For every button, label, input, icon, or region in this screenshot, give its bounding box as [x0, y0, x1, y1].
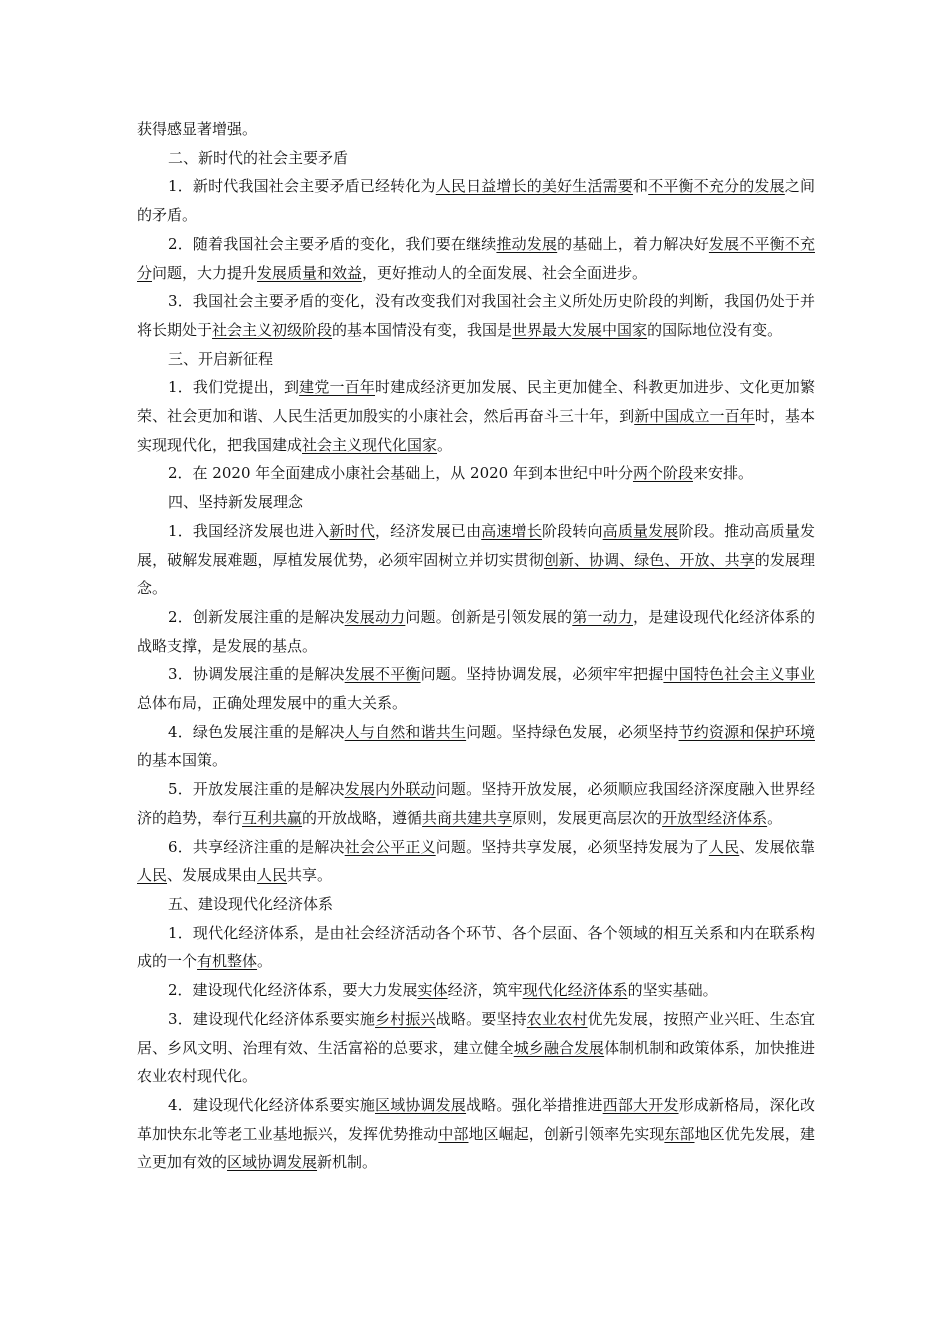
text-run: 原则，发展更高层次的 — [512, 808, 663, 827]
text-run: 。 — [257, 952, 273, 971]
numbered-paragraph — [137, 919, 815, 976]
underlined-key-term: 人民 — [257, 866, 288, 885]
text-run: 1．我国经济发展也进入 — [168, 521, 330, 540]
underlined-key-term: 发展质量和效益 — [257, 263, 363, 282]
text-run: 1．我们党提出，到 — [168, 378, 300, 397]
text-run: 二、新时代的社会主要矛盾 — [168, 148, 349, 167]
underlined-key-term: 节约资源和保护环境 — [678, 722, 815, 741]
text-run: 四、坚持新发展理念 — [168, 493, 304, 512]
text-run: 战略。强化举措推进 — [466, 1095, 603, 1114]
text-run: ，更好推动人的全面发展、社会全面进步。 — [362, 263, 648, 282]
underlined-key-term: 乡村振兴 — [375, 1009, 436, 1028]
underlined-key-term: 高速增长 — [481, 521, 542, 540]
numbered-paragraph — [137, 1005, 815, 1091]
text-run: 阶段转向 — [541, 521, 603, 540]
underlined-key-term: 创新、协调、绿色、开放、共享 — [543, 550, 755, 569]
numbered-paragraph — [137, 718, 815, 775]
underlined-key-term: 有机整体 — [197, 952, 258, 971]
section-heading — [137, 890, 815, 919]
text-run: 体制机制和政策体系，加快推进农业农村现代化。 — [137, 1038, 815, 1086]
text-run: 之间的矛盾。 — [137, 177, 815, 225]
text-run: 问题。坚持绿色发展，必须坚持 — [466, 722, 679, 741]
text-run: 的基础上，着力解决好 — [557, 234, 709, 253]
numbered-paragraph — [137, 517, 815, 603]
numbered-paragraph — [137, 775, 815, 832]
underlined-key-term: 区域协调发展 — [375, 1095, 467, 1114]
numbered-paragraph — [137, 230, 815, 287]
underlined-key-term: 农业农村 — [526, 1009, 588, 1028]
text-run: 4．绿色发展注重的是解决 — [168, 722, 345, 741]
underlined-key-term: 发展不平衡不充分 — [137, 234, 815, 282]
text-run: 5．开放发展注重的是解决 — [168, 780, 345, 799]
text-run: 新机制。 — [317, 1153, 378, 1172]
text-run: 的坚实基础。 — [627, 981, 718, 1000]
numbered-paragraph — [137, 287, 815, 344]
underlined-key-term: 高质量发展 — [602, 521, 679, 540]
text-run: 阶段。推动高质量发展，破解发展难题，厚植发展优势，必须牢固树立并切实贯彻 — [137, 521, 815, 569]
underlined-key-term: 发展内外联动 — [344, 780, 436, 799]
underlined-key-term: 建党一百年 — [299, 378, 376, 397]
document-body — [137, 115, 815, 1177]
text-run: 2．创新发展注重的是解决 — [168, 607, 345, 626]
text-run: 问题。坚持共享发展，必须坚持发展为了 — [435, 837, 709, 856]
underlined-key-term: 互利共赢 — [242, 808, 303, 827]
text-run: 和 — [633, 177, 649, 196]
text-run: 6．共享经济注重的是解决 — [168, 837, 345, 856]
text-run: 时建成经济更加发展、民主更加健全、科教更加进步、文化更加繁荣、社会更加和谐、人民生活更加殷实的小康社会，然后再奋斗三十年，到 — [137, 378, 815, 426]
text-run: 的开放战略，遵循 — [302, 808, 423, 827]
text-run: 4．建设现代化经济体系要实施 — [168, 1095, 376, 1114]
text-run: 形成新格局，深化改革加快东北等老工业基地振兴，发挥优势推动 — [137, 1095, 815, 1143]
numbered-paragraph — [137, 1091, 815, 1177]
text-run: 的基本国策。 — [137, 751, 228, 770]
text-run: ，经济发展已由 — [375, 521, 482, 540]
underlined-key-term: 推动发展 — [496, 234, 558, 253]
underlined-key-term: 第一动力 — [572, 607, 634, 626]
text-run: 、发展成果由 — [167, 866, 258, 885]
underlined-key-term: 现代化经济体系 — [522, 981, 628, 1000]
underlined-key-term: 城乡融合发展 — [513, 1038, 605, 1057]
underlined-key-term: 社会主义初级阶段 — [212, 320, 333, 339]
text-run: 1．现代化经济体系，是由社会经济活动各个环节、各个层面、各个领域的相互关系和内在联系构成的一个 — [137, 923, 815, 971]
text-run: 地区崛起，创新引领率先实现 — [468, 1124, 665, 1143]
text-run: 优先发展，按照产业兴旺、生态宜居、乡风文明、治理有效、生活富裕的总要求，建立健全 — [137, 1009, 815, 1057]
underlined-key-term: 社会主义现代化国家 — [302, 435, 438, 454]
text-run: 共享。 — [287, 866, 333, 885]
paragraph — [137, 115, 815, 144]
underlined-key-term: 人与自然和谐共生 — [344, 722, 467, 741]
underlined-key-term: 西部大开发 — [602, 1095, 679, 1114]
text-run: 。 — [767, 808, 783, 827]
underlined-key-term: 区域协调发展 — [227, 1153, 318, 1172]
numbered-paragraph — [137, 373, 815, 459]
text-run: 问题。创新是引领发展的 — [405, 607, 573, 626]
text-run: 2．建设现代化经济体系，要大力发展 — [168, 981, 418, 1000]
underlined-key-term: 中部 — [438, 1124, 469, 1143]
text-run: 问题，大力提升 — [152, 263, 258, 282]
text-run: 时，基本实现现代化，把我国建成 — [137, 407, 815, 454]
underlined-key-term: 人民日益增长的美好生活需要 — [435, 177, 634, 196]
text-run: 来安排。 — [692, 464, 753, 483]
text-run: 经济，筑牢 — [447, 981, 523, 1000]
underlined-key-term: 发展不平衡 — [344, 665, 421, 684]
text-run: 3．协调发展注重的是解决 — [168, 665, 345, 684]
underlined-key-term: 实体 — [417, 981, 448, 1000]
text-run: 的基本国情没有变，我国是 — [332, 320, 513, 339]
numbered-paragraph — [137, 660, 815, 717]
underlined-key-term: 不平衡不充分的发展 — [648, 177, 785, 196]
text-run: 问题。坚持协调发展，必须牢牢把握 — [420, 665, 664, 684]
numbered-paragraph — [137, 459, 815, 488]
text-run: 。 — [437, 435, 453, 454]
text-run: ，是建设现代化经济体系的战略支撑，是发展的基点。 — [137, 607, 815, 655]
text-run: 2．随着我国社会主要矛盾的变化，我们要在继续 — [168, 234, 497, 253]
section-heading — [137, 488, 815, 517]
underlined-key-term: 东部 — [664, 1124, 695, 1143]
text-run: 、发展依靠 — [739, 837, 815, 856]
text-run: 获得感显著增强。 — [137, 120, 258, 138]
underlined-key-term: 两个阶段 — [632, 464, 693, 483]
text-run: 问题。坚持开放发展，必须顺应我国经济深度融入世界经济的趋势，奉行 — [137, 780, 815, 827]
text-run: 地区优先发展，建立更加有效的 — [137, 1124, 815, 1172]
underlined-key-term: 人民 — [137, 866, 168, 885]
underlined-key-term: 新中国成立一百年 — [634, 407, 755, 426]
text-run: 战略。要坚持 — [435, 1009, 527, 1028]
numbered-paragraph — [137, 833, 815, 890]
numbered-paragraph — [137, 976, 815, 1005]
underlined-key-term: 开放型经济体系 — [662, 808, 768, 827]
section-heading — [137, 345, 815, 374]
text-run: 1．新时代我国社会主要矛盾已经转化为 — [168, 177, 436, 196]
text-run: 2．在 2020 年全面建成小康社会基础上，从 2020 年到本世纪中叶分 — [168, 464, 633, 483]
section-heading — [137, 144, 815, 173]
underlined-key-term: 中国特色社会主义事业 — [663, 665, 815, 684]
text-run: 三、开启新征程 — [168, 349, 274, 368]
underlined-key-term: 人民 — [708, 837, 740, 856]
text-run: 3．建设现代化经济体系要实施 — [168, 1009, 376, 1028]
numbered-paragraph — [137, 603, 815, 660]
underlined-key-term: 社会公平正义 — [344, 837, 436, 856]
text-run: 3．我国社会主要矛盾的变化，没有改变我们对我国社会主义所处历史阶段的判断，我国仍处于并将长期处于 — [137, 292, 815, 339]
text-run: 的发展理念。 — [137, 550, 815, 598]
text-run: 总体布局，正确处理发展中的重大关系。 — [137, 694, 408, 713]
underlined-key-term: 世界最大发展中国家 — [512, 320, 648, 339]
underlined-key-term: 新时代 — [329, 521, 376, 540]
underlined-key-term: 发展动力 — [344, 607, 406, 626]
underlined-key-term: 共商共建共享 — [422, 808, 513, 827]
numbered-paragraph — [137, 172, 815, 229]
text-run: 的国际地位没有变。 — [647, 320, 783, 339]
text-run: 五、建设现代化经济体系 — [168, 894, 334, 913]
